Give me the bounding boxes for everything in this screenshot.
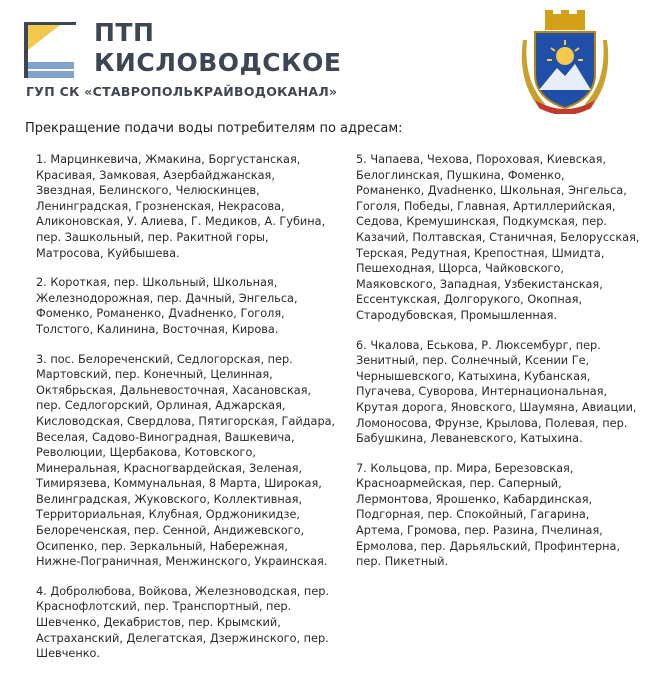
address-line: 3. пос. Белореченский, Седлогорская, пер. bbox=[36, 352, 293, 366]
address-column-left bbox=[36, 152, 346, 676]
address-line: Казачий, Полтавская, Станичная, Белорусская, bbox=[356, 230, 640, 244]
address-line: Шевченко. bbox=[36, 647, 101, 661]
address-line: Веселая, Садово-Виноградная, Вашкевича, bbox=[36, 430, 295, 444]
address-block-2 bbox=[36, 275, 346, 337]
coat-of-arms-icon bbox=[521, 10, 609, 114]
address-line: Ермолова, пер. Дарьяльский, Профинтерна, bbox=[356, 539, 621, 553]
address-line: Железнодорожная, пер. Дачный, Энгельса, bbox=[36, 291, 298, 305]
brand-line-1: ПТП bbox=[94, 18, 155, 47]
address-line: Подгорная, пер. Спокойный, Гагарина, bbox=[356, 508, 590, 522]
address-line: Гоголя, Победы, Главная, Артиллерийская, bbox=[356, 199, 616, 213]
address-block-3 bbox=[36, 352, 346, 570]
address-column-right bbox=[356, 152, 656, 584]
address-line: Тимирязева, Коммунальная, 8 Марта, Широкая, bbox=[36, 477, 322, 491]
address-line: 1. Марцинкевича, Жмакина, Боргустанская, bbox=[36, 153, 301, 166]
address-line: Октябрьская, Дальневосточная, Хасановская, bbox=[36, 383, 312, 397]
brand-subtitle: ГУП СК «СТАВРОПОЛЬКРАЙВОДОКАНАЛ» bbox=[26, 84, 338, 99]
address-line: 4. Добролюбова, Войкова, Железноводская, пер. bbox=[36, 584, 330, 598]
address-line: Романенко, Дvadненко, Школьная, Энгельса, bbox=[356, 184, 627, 198]
address-line: Территориальная, Клубная, Орджоникидзе, bbox=[36, 508, 301, 522]
intro-text: Прекращение подачи воды потребителям по адресам: bbox=[25, 121, 403, 136]
address-line: Революции, Щербакова, Котовского, bbox=[36, 446, 256, 460]
address-line: Лермонтова, Ярошенко, Кабардинская, bbox=[356, 492, 593, 506]
address-line: Бабушкина, Леваневского, Катыхина. bbox=[356, 432, 583, 446]
address-line: пер. Зашкольный, пер. Ракитной горы, bbox=[36, 230, 269, 244]
address-line: 7. Кольцова, пр. Мира, Березовская, bbox=[356, 461, 574, 475]
address-line: 6. Чкалова, Еськова, Р. Люксембург, пер. bbox=[356, 338, 601, 352]
address-line: Осипенко, пер. Зеркальный, Набережная, bbox=[36, 539, 288, 553]
address-line: Краснофлотский, пер. Транспортный, пер. bbox=[36, 600, 292, 614]
address-line: Красивая, Замковая, Азербайджанская, bbox=[36, 168, 275, 182]
company-logo-icon bbox=[24, 22, 76, 78]
address-line: Зенитный, пер. Солнечный, Ксении Ге, bbox=[356, 354, 590, 368]
address-line: Терская, Редутная, Крепостная, Шмидта, bbox=[356, 246, 605, 260]
address-line: Нижне-Пограничная, Менжинского, Украинская. bbox=[36, 555, 328, 569]
address-line: Толстого, Калинина, Восточная, Кирова. bbox=[36, 322, 279, 336]
address-line: пер. Пикетный. bbox=[356, 555, 449, 569]
address-line: Ломоносова, Фрунзе, Крылова, Полевая, пер. bbox=[356, 416, 628, 430]
address-line: 5. Чапаева, Чехова, Пороховая, Киевская, bbox=[356, 153, 607, 166]
address-block-7 bbox=[356, 461, 656, 570]
address-line: Матросова, Куйбышева. bbox=[36, 246, 180, 260]
address-line: Звездная, Белинского, Челюскинцев, bbox=[36, 184, 260, 198]
address-line: Пугачева, Суворова, Интернациональная, bbox=[356, 385, 608, 399]
address-line: Ессентукская, Долгорукого, Окопная, bbox=[356, 293, 583, 307]
address-line: Белоглинская, Пушкина, Фоменко, bbox=[356, 168, 565, 182]
address-block-6 bbox=[356, 338, 656, 447]
address-line: Пешеходная, Щорса, Чайковского, bbox=[356, 262, 564, 276]
address-line: Седова, Кремушинская, Подкумская, пер. bbox=[356, 215, 607, 229]
address-line: Мартовский, пер. Конечный, Целинная, bbox=[36, 368, 273, 382]
address-line: Астраханский, Делегатская, Дзержинского, пер. bbox=[36, 631, 329, 645]
address-line: Минеральная, Красногвардейская, Зеленая, bbox=[36, 461, 303, 475]
address-line: Артема, Громова, пер. Разина, Пчелиная, bbox=[356, 524, 603, 538]
brand-line-2: КИСЛОВОДСКОЕ bbox=[94, 48, 342, 77]
address-line: 2. Короткая, пер. Школьный, Школьная, bbox=[36, 276, 278, 290]
brand-title bbox=[94, 18, 341, 78]
address-line: Аликоновская, У. Алиева, Г. Медиков, А. Губина, bbox=[36, 215, 326, 229]
address-line: Чернышевского, Катыхина, Кубанская, bbox=[356, 369, 591, 383]
address-line: Красноармейская, пер. Саперный, bbox=[356, 477, 562, 491]
address-block-4 bbox=[36, 584, 346, 662]
address-line: Шевченко, Декабристов, пер. Крымский, bbox=[36, 616, 281, 630]
address-line: Маяковского, Западная, Узбекистанская, bbox=[356, 277, 603, 291]
address-block-5 bbox=[356, 152, 656, 324]
address-line: Фоменко, Романенко, Дvadненко, Гоголя, bbox=[36, 307, 285, 321]
address-line: Ленинградская, Грозненская, Некрасова, bbox=[36, 199, 285, 213]
address-line: пер. Седлогорский, Орлиная, Аджарская, bbox=[36, 399, 286, 413]
address-line: Крутая дорога, Яновского, Шаумяна, Авиации, bbox=[356, 400, 637, 414]
address-line: Белореченская, пер. Сенной, Андижевского, bbox=[36, 524, 305, 538]
address-line: Кисловодская, Свердлова, Пятигорская, Гайдара, bbox=[36, 414, 336, 428]
address-line: Стародубовская, Промышленная. bbox=[356, 308, 558, 322]
address-line: Велинградская, Жуковского, Коллективная, bbox=[36, 492, 303, 506]
address-block-1 bbox=[36, 152, 346, 261]
